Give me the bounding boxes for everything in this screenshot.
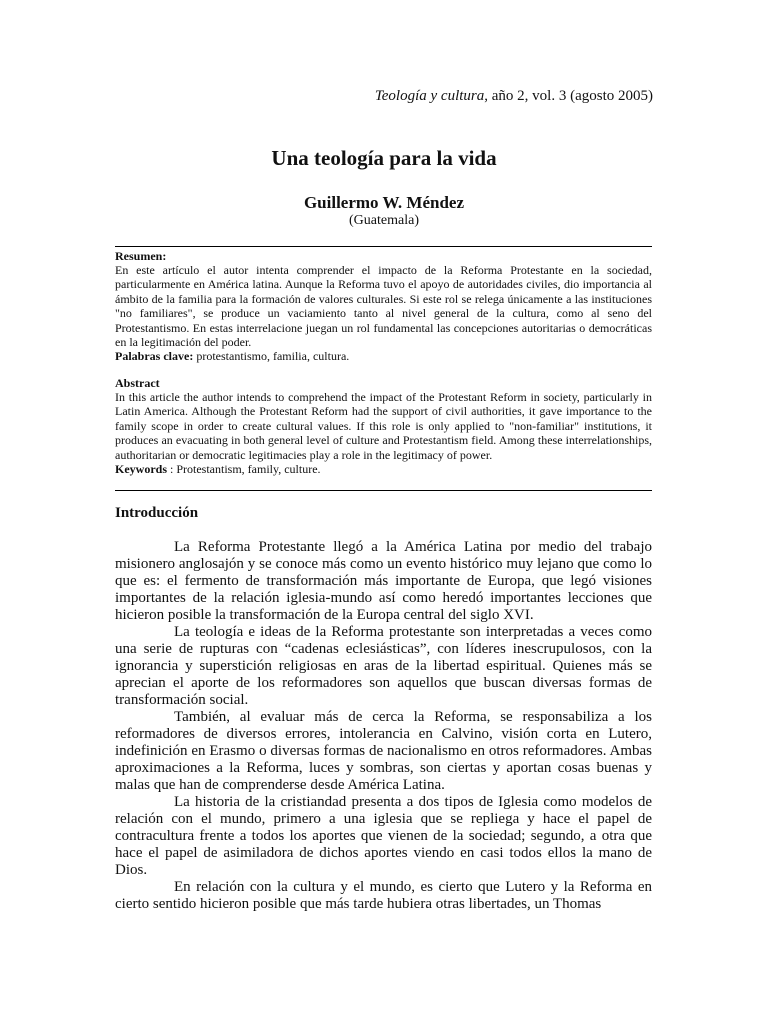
paragraph: La historia de la cristiandad presenta a dos tipos de Iglesia como modelos de relación con el mundo, primero a una iglesia que se repliega y hace el papel de contracultura frente a todos los aportes que vienen de la sociedad; segundo, a otra que hace el papel de asimiladora de dichos aportes viendo en casi todos ellos la mano de Dios. [115,794,652,878]
resumen-heading: Resumen: [115,249,167,263]
abstract-heading: Abstract [115,376,160,390]
resumen-section [115,246,652,365]
introduction-body [115,539,652,913]
resumen-text: En este artículo el autor intenta comprender el impacto de la Reforma Protestante en la sociedad, particularmente en América latina. Aunque la Reforma tuvo el apoyo de autoridades civiles, dio importancia al ámbito de la familia para la formación de valores culturales. Si este rol se relega únicamente a las instituciones "no familiares", se produce un vaciamiento tanto al nivel general de la cultura, como al seno del Protestantismo. En estas interrelacione juegan un rol fundamental las concepciones autoritarias o democráticas en la legitimación del poder. [115,263,652,350]
article-author: Guillermo W. Méndez [303,193,465,212]
resumen-keywords-label: Palabras clave: [115,349,194,364]
journal-citation [375,88,653,105]
abstract-text: In this article the author intends to comprehend the impact of the Protestant Reform in society, particularly in Latin America. Although the Protestant Reform had the support of civil authorities, it gave importance to the family scope in order to create cultural values. If this role is only applied to "non-familiar" institutions, it produces an evacuating in both general level of culture and Protestantism field. Among these interrelationships, authoritarian or democratic legitimacies play a role in the legitimacy of power. [115,390,652,462]
paragraph: En relación con la cultura y el mundo, es cierto que Lutero y la Reforma en cierto sentido hicieron posible que más tarde hubiera otras libertades, un Thomas [115,879,652,912]
abstract-keywords-label: Keywords [115,462,167,477]
journal-name: Teología y cultura [374,88,485,104]
introduction-heading: Introducción [115,505,199,521]
resumen-keywords-value: protestantismo, familia, cultura. [193,349,350,364]
paragraph: La Reforma Protestante llegó a la América Latina por medio del trabajo misionero anglosajón y se conoce más como un evento histórico muy lejano que como lo que es: el fermento de transformación más importante de Europa, que legó visiones importantes de la relación iglesia-mundo así como heredó importantes lecciones que hicieron posible la transformación de la Europa central del siglo XVI. [115,539,652,623]
journal-issue: , año 2, vol. 3 (agosto 2005) [484,88,653,104]
abstract-keywords-value: : Protestantism, family, culture. [167,462,321,477]
author-country: (Guatemala) [349,213,419,228]
paragraph: La teología e ideas de la Reforma protestante son interpretadas a veces como una serie de rupturas con “cadenas eclesiásticas”, con líderes inescrupulosos, con la ignorancia y superstición religiosas en aras de la libertad espiritual. Quienes más se aprecian el aporte de los reformadores son aquellos que buscan diversas formas de transformación social. [115,624,652,708]
resumen-keywords [115,349,652,363]
abstract-keywords [115,462,652,476]
article-title: Una teología para la vida [271,146,497,170]
abstract-section [115,374,652,491]
paragraph: También, al evaluar más de cerca la Reforma, se responsabiliza a los reformadores de diversos errores, intolerancia en Calvino, visión corta en Lutero, indefinición en Erasmo o diversas formas de nacionalismo en otros reformadores. Ambas aproximaciones a la Reforma, luces y sombras, son ciertas y aportan cosas buenas y malas que han de comprenderse desde América Latina. [115,709,652,793]
